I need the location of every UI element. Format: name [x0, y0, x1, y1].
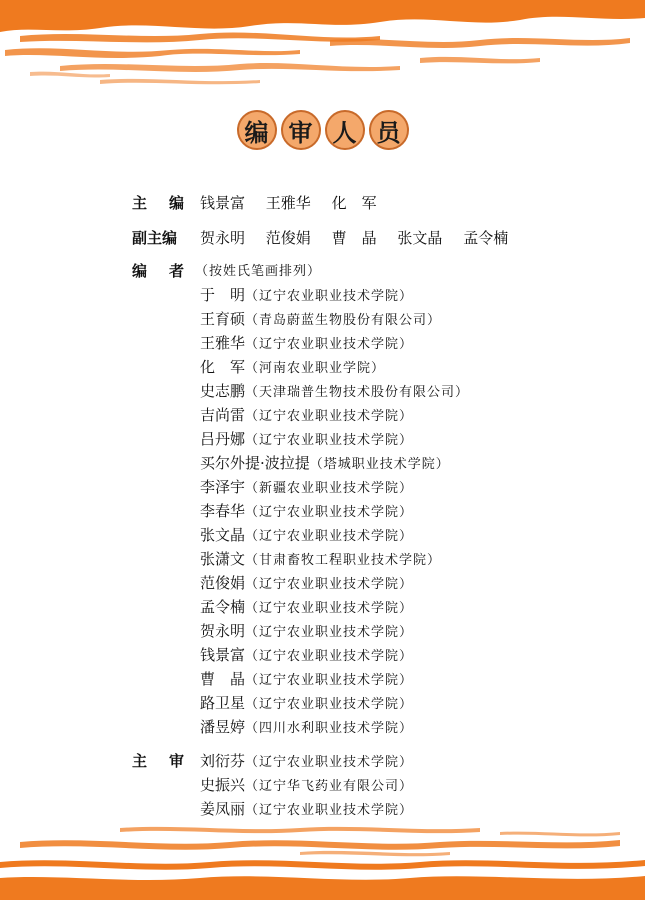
affiliation: （辽宁农业职业技术学院）	[245, 505, 414, 520]
reviewer-entry	[200, 750, 413, 771]
editor-entry	[200, 668, 413, 689]
person-name: 刘衍芬	[200, 752, 246, 770]
affiliation: （辽宁农业职业技术学院）	[245, 755, 414, 770]
person-name: 贺永明	[200, 229, 246, 247]
editor-entry	[200, 524, 413, 545]
editor-entry	[200, 428, 413, 449]
affiliation: （天津瑞普生物技术股份有限公司）	[245, 385, 470, 400]
person-name: 范俊娟	[200, 574, 246, 592]
person-name: 王育硕	[200, 310, 246, 328]
editor-entry	[200, 356, 385, 377]
editor-entry	[200, 476, 413, 497]
person-name: 孟令楠	[200, 598, 246, 616]
editor-entry	[200, 644, 413, 665]
affiliation: （辽宁农业职业技术学院）	[245, 601, 414, 616]
person-name: 曹 晶	[200, 670, 246, 688]
affiliation: （新疆农业职业技术学院）	[245, 481, 414, 496]
person-name: 张文晶	[200, 526, 246, 544]
affiliation: （辽宁农业职业技术学院）	[245, 625, 414, 640]
editor-entry	[200, 284, 413, 305]
deputy-editor-label: 副主编	[132, 229, 178, 247]
chief-editor-label: 主 编	[132, 194, 184, 212]
person-name: 贺永明	[200, 622, 246, 640]
affiliation: （辽宁农业职业技术学院）	[245, 337, 414, 352]
title-char: 审	[281, 110, 321, 150]
affiliation: （辽宁农业职业技术学院）	[245, 697, 414, 712]
person-name: 王雅华	[265, 194, 311, 212]
person-name: 孟令楠	[463, 229, 509, 247]
editors-label: 编 者	[132, 262, 184, 280]
person-name: 吉尚雷	[200, 406, 246, 424]
person-name: 史志鹏	[200, 382, 246, 400]
person-name: 曹 晶	[331, 229, 377, 247]
editor-entry	[200, 380, 469, 401]
affiliation: （甘肃畜牧工程职业技术学院）	[245, 553, 442, 568]
reviewer-entry	[200, 774, 413, 795]
person-name: 潘昱婷	[200, 718, 246, 736]
person-name: 李泽宇	[200, 478, 246, 496]
editors-note: （按姓氏笔画排列）	[195, 264, 322, 279]
person-name: 化 军	[200, 358, 246, 376]
affiliation: （辽宁农业职业技术学院）	[245, 649, 414, 664]
person-name: 姜凤丽	[200, 800, 246, 818]
title-char: 人	[325, 110, 365, 150]
page-title	[0, 110, 645, 150]
affiliation: （辽宁农业职业技术学院）	[245, 673, 414, 688]
person-name: 张潇文	[200, 550, 246, 568]
title-char: 编	[237, 110, 277, 150]
editor-entry	[200, 620, 413, 641]
editor-entry	[200, 308, 441, 329]
affiliation: （青岛蔚蓝生物股份有限公司）	[245, 313, 442, 328]
person-name: 史振兴	[200, 776, 246, 794]
affiliation: （辽宁农业职业技术学院）	[245, 803, 414, 818]
editor-entry	[200, 548, 441, 569]
affiliation: （四川水利职业技术学院）	[245, 721, 414, 736]
affiliation: （塔城职业技术学院）	[309, 457, 450, 472]
affiliation: （辽宁农业职业技术学院）	[245, 433, 414, 448]
editor-entry	[200, 716, 413, 737]
person-name: 张文晶	[397, 229, 443, 247]
person-name: 化 军	[331, 194, 377, 212]
editor-entry	[200, 332, 413, 353]
reviewers-label: 主 审	[132, 752, 184, 770]
affiliation: （河南农业职业学院）	[245, 361, 386, 376]
affiliation: （辽宁农业职业技术学院）	[245, 409, 414, 424]
person-name: 王雅华	[200, 334, 246, 352]
person-name: 钱景富	[200, 646, 246, 664]
editor-entry	[200, 572, 413, 593]
person-name: 路卫星	[200, 694, 246, 712]
affiliation: （辽宁农业职业技术学院）	[245, 529, 414, 544]
reviewer-entry	[200, 798, 413, 819]
affiliation: （辽宁农业职业技术学院）	[245, 289, 414, 304]
editor-entry	[200, 452, 450, 473]
person-name: 范俊娟	[265, 229, 311, 247]
title-char: 员	[369, 110, 409, 150]
person-name: 钱景富	[200, 194, 246, 212]
person-name: 于 明	[200, 286, 246, 304]
person-name: 吕丹娜	[200, 430, 246, 448]
chief-editor-names	[200, 192, 393, 213]
brush-stroke-top	[0, 0, 645, 95]
brush-stroke-bottom	[0, 820, 645, 900]
editor-entry	[200, 500, 413, 521]
person-name: 李春华	[200, 502, 246, 520]
deputy-editor-names	[200, 227, 524, 248]
person-name: 买尔外提·波拉提	[200, 454, 310, 472]
affiliation: （辽宁农业职业技术学院）	[245, 577, 414, 592]
editor-entry	[200, 596, 413, 617]
affiliation: （辽宁华飞药业有限公司）	[245, 779, 414, 794]
editor-entry	[200, 404, 413, 425]
editor-entry	[200, 692, 413, 713]
